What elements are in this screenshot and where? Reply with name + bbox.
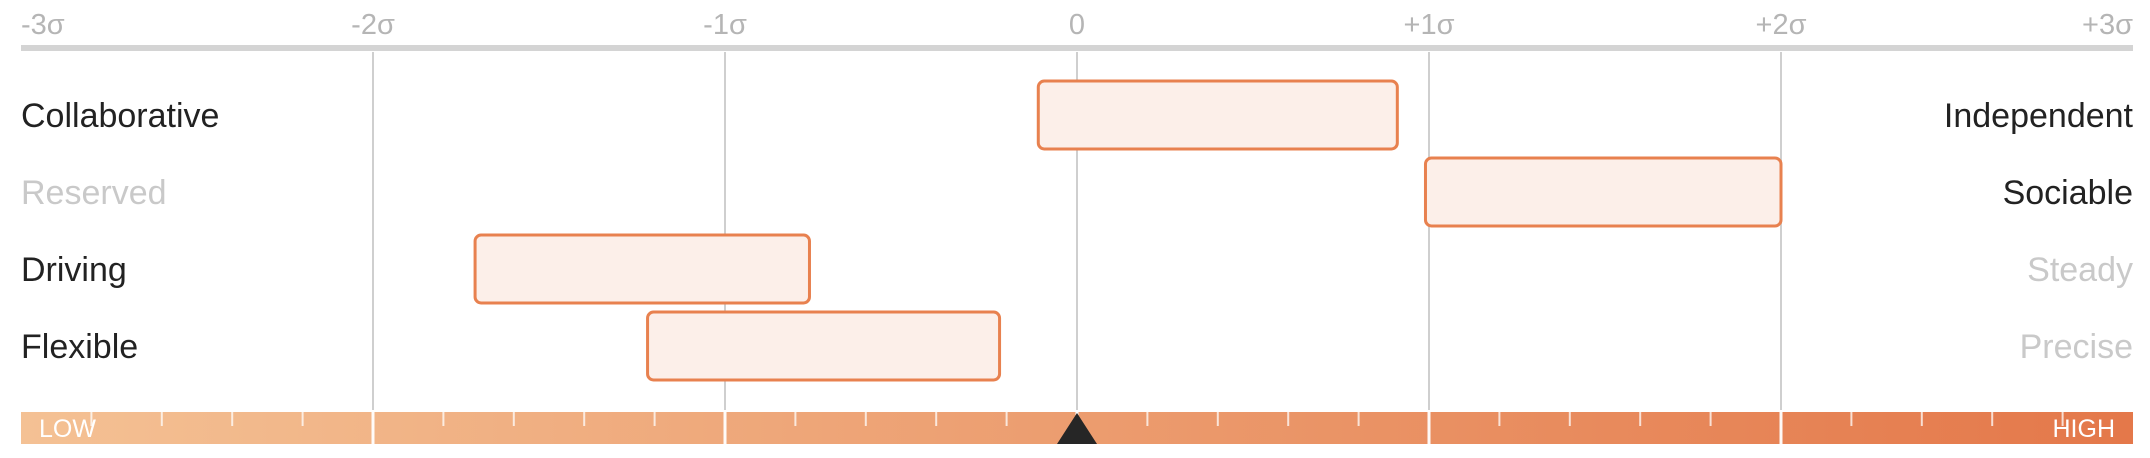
trait-right-label: Sociable <box>2002 174 2133 212</box>
tick-label: -2σ <box>351 9 395 41</box>
scale-high-label: HIGH <box>2052 415 2115 443</box>
tick-label: +3σ <box>2082 9 2133 41</box>
trait-range-bar <box>1425 158 1781 226</box>
trait-range-bar <box>1038 81 1397 149</box>
trait-left-label: Collaborative <box>21 97 220 135</box>
trait-right-label: Independent <box>1943 97 2133 135</box>
tick-label: 0 <box>1068 9 1086 41</box>
scale-low-label: LOW <box>39 415 96 443</box>
tick-label: +1σ <box>1403 9 1455 41</box>
trait-left-label: Driving <box>21 251 127 289</box>
trait-right-label: Precise <box>2019 328 2133 366</box>
tick-label: +2σ <box>1755 9 1807 41</box>
tick-label: -3σ <box>21 9 65 41</box>
trait-range-bar <box>648 312 1000 380</box>
trait-left-label: Reserved <box>21 174 167 212</box>
trait-left-label: Flexible <box>21 328 139 366</box>
tick-label: -1σ <box>703 9 747 41</box>
trait-right-label: Steady <box>2027 251 2133 289</box>
trait-range-bar <box>475 235 809 303</box>
